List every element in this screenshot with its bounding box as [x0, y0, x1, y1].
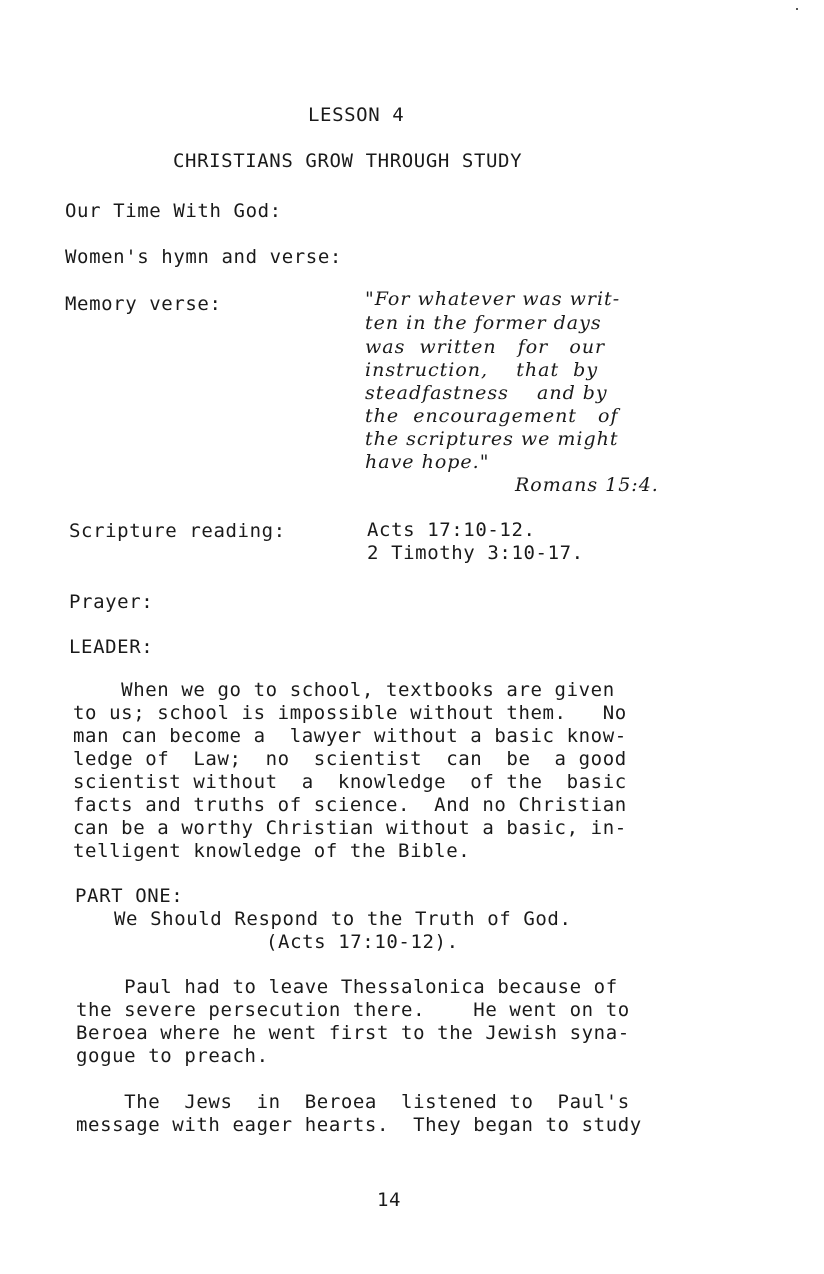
memory-verse-line: the encouragement of [365, 405, 619, 427]
paragraph-line: gogue to preach. [76, 1045, 269, 1067]
memory-verse-line: the scriptures we might [365, 428, 619, 450]
paragraph-line: Paul had to leave Thessalonica because of [76, 976, 618, 998]
leader-line: telligent knowledge of the Bible. [73, 840, 471, 862]
leader-line: ledge of Law; no scientist can be a good [73, 748, 627, 770]
leader-line: facts and truths of science. And no Christian [73, 794, 627, 816]
memory-verse-line: steadfastness and by [365, 382, 608, 404]
lesson-title: LESSON 4 [308, 104, 405, 126]
scripture-ref: 2 Timothy 3:10-17. [367, 542, 584, 564]
scripture-ref: Acts 17:10-12. [367, 519, 536, 541]
part-one-heading: We Should Respond to the Truth of God. [114, 908, 572, 930]
leader-line: When we go to school, textbooks are given [73, 679, 615, 701]
page-number: 14 [377, 1189, 402, 1211]
paragraph-line: the severe persecution there. He went on to [76, 999, 630, 1021]
leader-line: man can become a lawyer without a basic know- [73, 725, 627, 747]
leader-label: LEADER: [69, 636, 154, 658]
paragraph-line: The Jews in Beroea listened to Paul's [76, 1091, 630, 1113]
hymn-label: Women's hymn and verse: [65, 246, 342, 268]
scripture-reading-label: Scripture reading: [69, 520, 286, 542]
part-one-reference: (Acts 17:10-12). [266, 931, 459, 953]
memory-verse-line: have hope." [365, 451, 490, 473]
leader-line: to us; school is impossible without them. No [73, 702, 627, 724]
scan-mark [796, 8, 798, 10]
prayer-label: Prayer: [69, 591, 154, 613]
memory-verse-label: Memory verse: [65, 293, 222, 315]
paragraph-line: Beroea where he went first to the Jewish syna- [76, 1022, 630, 1044]
our-time-label: Our Time With God: [65, 200, 282, 222]
memory-verse-line: ten in the former days [365, 312, 602, 334]
memory-verse-reference: Romans 15:4. [515, 474, 659, 496]
paragraph-line: message with eager hearts. They began to study [76, 1114, 642, 1136]
lesson-subtitle: CHRISTIANS GROW THROUGH STUDY [173, 150, 523, 172]
part-one-label: PART ONE: [75, 885, 184, 907]
leader-line: can be a worthy Christian without a basic, in- [73, 817, 627, 839]
memory-verse-line: was written for our [365, 336, 606, 358]
leader-line: scientist without a knowledge of the basic [73, 771, 627, 793]
memory-verse-line: "For whatever was writ- [365, 288, 621, 310]
memory-verse-line: instruction, that by [365, 359, 599, 381]
